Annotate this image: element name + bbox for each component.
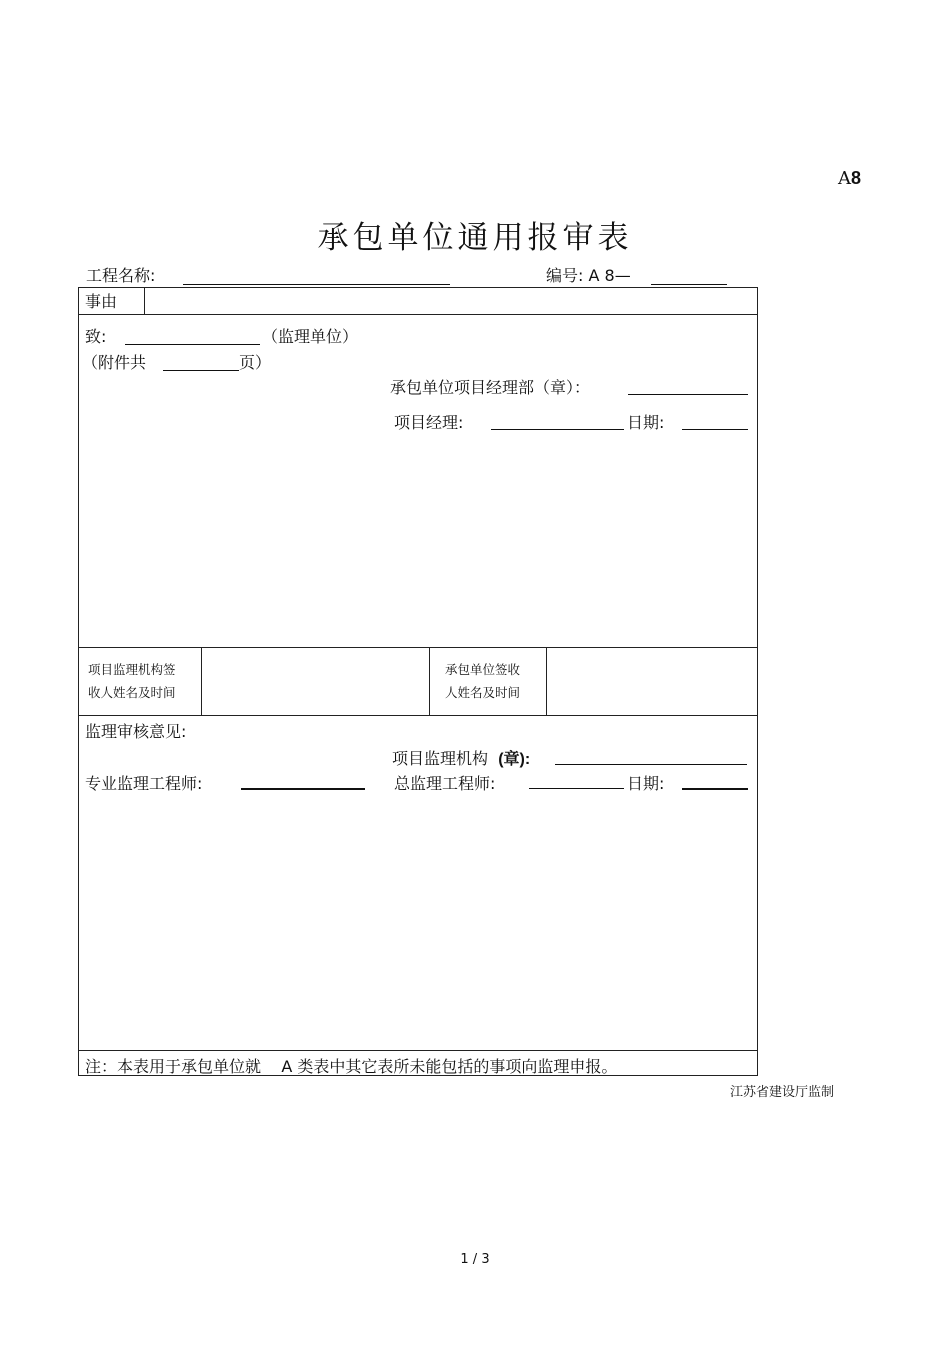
page-number: 1 / 3: [460, 1252, 490, 1267]
matter-label: 事由: [85, 292, 118, 311]
contractor-dept-field[interactable]: [628, 394, 748, 395]
attachment-count-field[interactable]: [163, 370, 239, 371]
attachment-suffix: 页）: [239, 353, 272, 372]
contractor-receipt-field[interactable]: [548, 649, 755, 713]
date-label-1: 日期:: [627, 413, 665, 432]
chief-engineer-field[interactable]: [529, 788, 624, 789]
to-unit-field[interactable]: [125, 344, 260, 345]
supervisor-unit-label: （监理单位）: [262, 327, 359, 346]
form-note: 注：本表用于承包单位就 A 类表中其它表所未能包括的事项向监理申报。: [85, 1057, 618, 1076]
specialist-engineer-field[interactable]: [241, 788, 365, 790]
date-field-2[interactable]: [682, 788, 748, 790]
specialist-engineer-label: 专业监理工程师:: [85, 774, 203, 793]
date-field-1[interactable]: [682, 429, 748, 430]
supervisor-receipt-label-1: 项目监理机构签: [88, 662, 176, 677]
row-divider-3: [78, 715, 758, 716]
chief-engineer-label: 总监理工程师:: [394, 774, 496, 793]
contractor-receipt-label-2: 人姓名及时间: [445, 685, 521, 700]
project-name-field[interactable]: [183, 284, 450, 285]
to-label: 致:: [85, 327, 107, 346]
date-label-2: 日期:: [627, 774, 665, 793]
supervisor-receipt-label-2: 收人姓名及时间: [88, 685, 176, 700]
matter-field[interactable]: [146, 289, 754, 312]
supervisor-receipt-field[interactable]: [203, 649, 427, 713]
supervising-agency-field[interactable]: [555, 764, 747, 765]
row-divider-1: [78, 314, 758, 315]
form-code: A8: [838, 168, 862, 189]
attachment-prefix: （附件共: [82, 353, 147, 372]
row-divider-2: [78, 647, 758, 648]
row-divider-4: [78, 1050, 758, 1051]
issuer-label: 江苏省建设厅监制: [730, 1085, 835, 1100]
sign-divider-3: [546, 647, 547, 715]
matter-divider: [144, 287, 145, 314]
supervising-agency-label: 项目监理机构 (章):: [392, 749, 531, 768]
review-opinion-label: 监理审核意见:: [85, 722, 187, 741]
project-manager-label: 项目经理:: [394, 413, 464, 432]
project-name-label: 工程名称:: [86, 266, 156, 285]
serial-label: 编号: A 8—: [546, 266, 631, 285]
contractor-dept-label: 承包单位项目经理部（章）：: [390, 378, 591, 397]
project-manager-field[interactable]: [491, 429, 624, 430]
sign-divider-1: [201, 647, 202, 715]
sign-divider-2: [429, 647, 430, 715]
serial-field[interactable]: [651, 284, 727, 285]
form-title: 承包单位通用报审表: [317, 220, 633, 256]
contractor-receipt-label-1: 承包单位签收: [445, 662, 521, 677]
